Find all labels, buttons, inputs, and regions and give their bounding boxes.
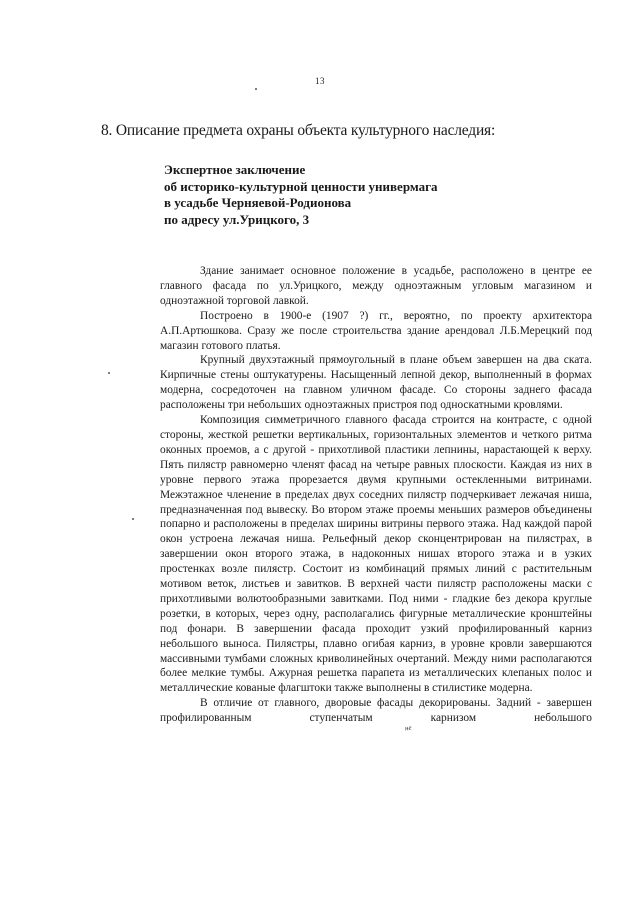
paragraph: Крупный двухэтажный прямоугольный в плане объем завершен на два ската. Кирпичные стены оштукатурены. Насыщенный лепной декор, выполненный в формах модерна, сосредоточен на главном уличном фасаде. Со стороны заднего фасада расположены три небольших одноэтажных пристроя под односкатными кровлями. (160, 354, 592, 412)
handwritten-note: не (404, 723, 413, 733)
margin-mark (255, 88, 257, 90)
paragraph: Построено в 1900-е (1907 ?) гг., вероятно, по проекту архитектора А.П.Артюшкова. Сразу же после строительства здание арендовал Л.Б.Мерецкий под магазин готового платья. (160, 309, 592, 352)
paragraph: Композиция симметричного главного фасада строится на контрасте, с одной стороны, жесткой решетки вертикальных, горизонтальных элементов и четкого ритма оконных проемов, а с другой - прихотливой пластики лепнины, нарастающей к верху. Пять пилястр равномерно членят фасад на четыре равных плоскости. Каждая из них в уровне первого этажа прорезается двумя крупными остекленными витринами. Межэтажное членение в пределах двух соседних пилястр подчеркивает лежачая ниша, предназначенная под вывеску. Во втором этаже проемы меньших размеров объединены попарно и расположены в пределах ширины витрины первого этажа. Над каждой парой окон устроена лежачая ниша. Рельефный декор сконцентрирован на пилястрах, в завершении окон второго этажа, в надоконных нишах второго этажа и в узких простенках возле пилястр. Состоит из комбинаций прямых линий с растительным мотивом веток, листьев и завитков. В верхней части пилястр расположены маски с прихотливыми волютообразными завитками. Под ними - гладкие без декора круглые розетки, в которых, через одну, располагались фигурные металлические кронштейны под фонари. В завершении фасада проходит узкий профилированный карниз небольшого выноса. Пилястры, плавно огибая карниз, в уровне кровли завершаются массивными тумбами сложных криволинейных очертаний. Между ними располагаются более мелкие тумбы. Ажурная решетка парапета из металлических клепаных полос и металлические кованые флагштоки также выполнены в стилистике модерна. (160, 414, 592, 695)
page-number: 13 (315, 76, 325, 86)
body-text (160, 264, 592, 726)
margin-mark (132, 518, 134, 520)
margin-mark (108, 372, 110, 374)
title-line: Экспертное заключение (164, 162, 306, 177)
document-title (164, 162, 438, 228)
paragraph: В отличие от главного, дворовые фасады декорированы. Задний - завершен профилированным ступенчатым карнизом небольшого (160, 697, 592, 725)
section-heading: 8. Описание предмета охраны объекта культурного наследия: (101, 122, 496, 139)
title-line: в усадьбе Черняевой-Родионова (164, 195, 352, 210)
title-line: об историко-культурной ценности универмага (164, 178, 438, 194)
title-line: по адресу ул.Урицкого, 3 (164, 211, 310, 227)
paragraph: Здание занимает основное положение в усадьбе, расположено в центре ее главного фасада по ул.Урицкого, между одноэтажным угловым магазином и одноэтажной торговой лавкой. (160, 265, 592, 307)
